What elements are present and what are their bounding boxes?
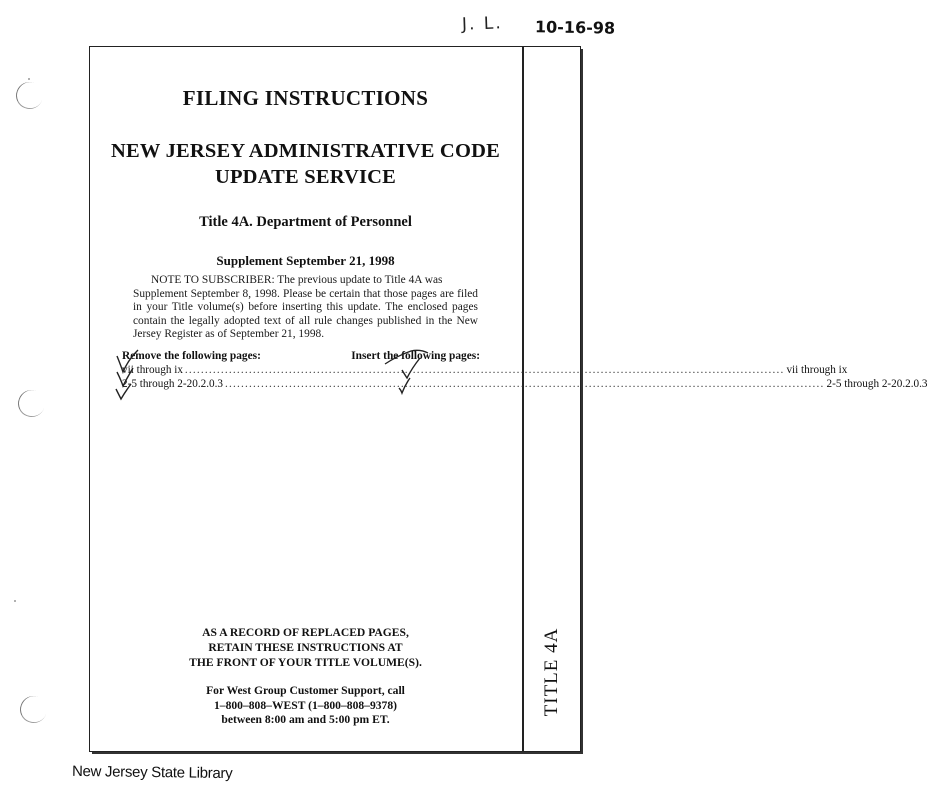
page-row xyxy=(122,378,928,390)
filing-instructions-heading: FILING INSTRUCTIONS xyxy=(182,86,429,110)
frame-bottom-edge xyxy=(92,752,583,754)
supplement-heading: Supplement September 21, 1998 xyxy=(216,253,395,268)
handwritten-initials: J. L. xyxy=(461,13,504,35)
title-tab-label: TITLE 4A xyxy=(541,627,562,717)
record-notice xyxy=(89,625,522,670)
record-line1: AS A RECORD OF REPLACED PAGES, xyxy=(202,626,409,639)
support-hours: between 8:00 am and 5:00 pm ET. xyxy=(221,713,390,726)
page-row xyxy=(122,364,848,376)
record-line2: RETAIN THESE INSTRUCTIONS AT xyxy=(208,641,403,654)
scan-speck xyxy=(14,600,16,602)
subscriber-note-body: Supplement September 8, 1998. Please be certain that those pages are filed in your Title volume(s) before inserting this update. The enclosed pages contain the legally adopted text of all rule changes published in the New Jersey Register as of September 21, 1998. xyxy=(133,287,478,341)
insert-pages-range: vii through ix xyxy=(786,364,848,376)
dot-leader: ...................................................................................................................................................... xyxy=(225,378,825,390)
frame-right-edge xyxy=(581,49,583,754)
subscriber-note-first-line: NOTE TO SUBSCRIBER: The previous update to Title 4A was xyxy=(151,274,443,286)
record-line3: THE FRONT OF YOUR TITLE VOLUME(S). xyxy=(189,656,422,669)
support-phone: 1–800–808–WEST (1–800–808–9378) xyxy=(213,698,398,712)
subscriber-note xyxy=(133,274,478,342)
code-heading-line2: UPDATE SERVICE xyxy=(214,166,397,188)
library-stamp: New Jersey State Library xyxy=(71,762,233,783)
remove-pages-range: 2-5 through 2-20.2.0.3 xyxy=(122,378,223,390)
code-heading xyxy=(89,138,522,190)
customer-support-notice xyxy=(89,684,522,728)
binder-hole-bottom xyxy=(16,692,51,727)
binder-hole-top xyxy=(12,78,47,113)
insert-pages-range: 2-5 through 2-20.2.0.3 xyxy=(826,378,928,390)
remove-pages-range: vii through ix xyxy=(122,364,183,376)
handwritten-date: 10-16-98 xyxy=(534,17,616,38)
binder-hole-middle xyxy=(14,386,49,421)
scan-speck xyxy=(28,78,30,80)
title-heading: Title 4A. Department of Personnel xyxy=(199,214,412,230)
code-heading-line1: NEW JERSEY ADMINISTRATIVE CODE xyxy=(111,140,500,162)
tab-divider-line xyxy=(522,46,524,752)
support-line1: For West Group Customer Support, call xyxy=(206,684,405,697)
remove-pages-header: Remove the following pages: xyxy=(122,350,261,362)
dot-leader: ...................................................................................................................................................... xyxy=(184,364,785,376)
insert-pages-header: Insert the following pages: xyxy=(351,350,480,362)
